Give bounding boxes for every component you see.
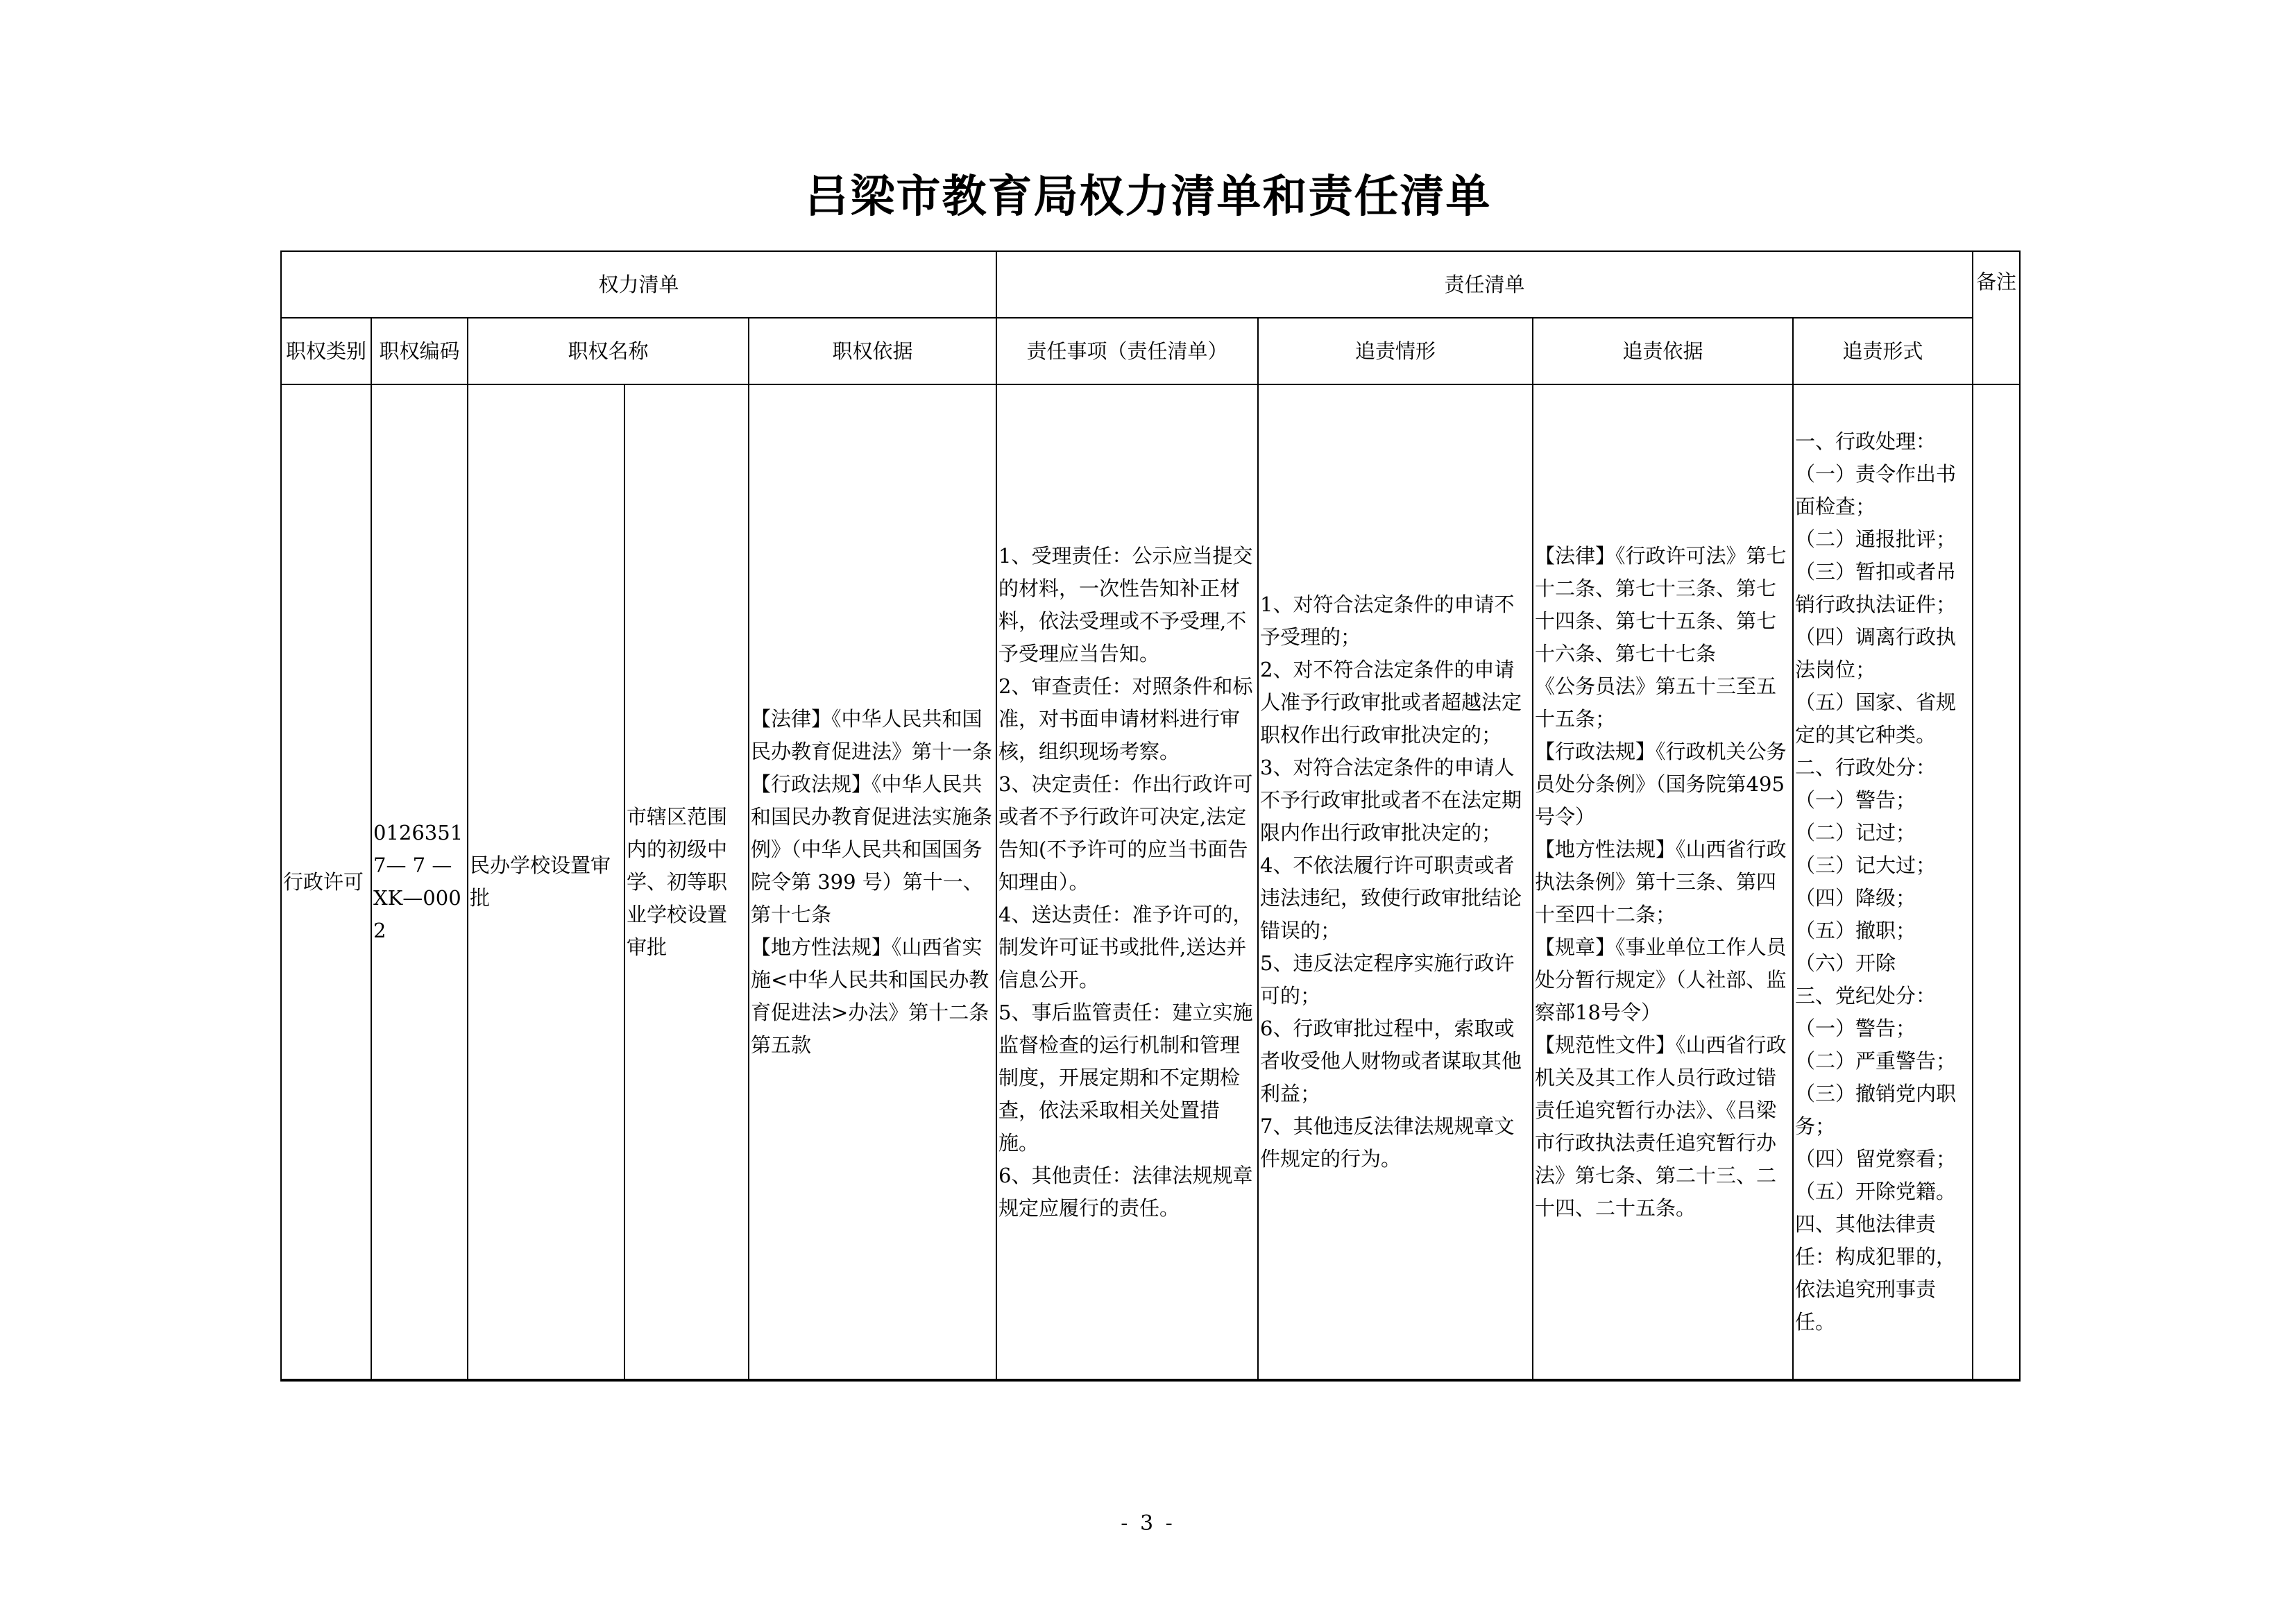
- power-responsibility-table: [280, 250, 2021, 1382]
- cell-code: 01263517— 7 —XK—0002: [371, 384, 468, 1380]
- page-number: - 3 -: [1121, 1511, 1175, 1536]
- cell-remark: [1973, 384, 2020, 1380]
- col-header-category: 职权类别: [281, 318, 371, 384]
- cell-basis: 【法律】《中华人民共和国民办教育促进法》第十一条 【行政法规】《中华人民共和国民办教育促进法实施条例》（中华人民共和国国务院令第 399 号）第十一、第十七条 【地方性法规】《山西省实施<中华人民共和国民办教育促进法>办法》第十二条第五款: [749, 384, 996, 1380]
- col-header-accountability-form: 追责形式: [1793, 318, 1973, 384]
- cell-duty: 1、受理责任：公示应当提交的材料，一次性告知补正材料，依法受理或不予受理,不予受理应当告知。 2、审查责任：对照条件和标准，对书面申请材料进行审核，组织现场考察。 3、决定责任：作出行政许可或者不予行政许可决定,法定告知(不予许可的应当书面告知理由）。 4、送达责任：准予许可的，制发许可证书或批件,送达并信息公开。 5、事后监管责任：建立实施监督检查的运行机制和管理制度，开展定期和不定期检查，依法采取相关处置措施。 6、其他责任：法律法规规章规定应履行的责任。: [996, 384, 1258, 1380]
- cell-accountability-case: 1、对符合法定条件的申请不予受理的； 2、对不符合法定条件的申请人准予行政审批或者超越法定职权作出行政审批决定的； 3、对符合法定条件的申请人不予行政审批或者不在法定期限内作出行政审批决定的； 4、不依法履行许可职责或者违法违纪，致使行政审批结论错误的； 5、违反法定程序实施行政许可的； 6、行政审批过程中，索取或者收受他人财物或者谋取其他利益； 7、其他违反法律法规规章文件规定的行为。: [1258, 384, 1533, 1380]
- cell-sub-name: 市辖区范围内的初级中学、初等职业学校设置审批: [624, 384, 749, 1380]
- responsibility-list-header: 责任清单: [996, 251, 1973, 318]
- col-header-code: 职权编码: [371, 318, 468, 384]
- cell-category: 行政许可: [281, 384, 371, 1380]
- col-header-duty: 责任事项（责任清单）: [996, 318, 1258, 384]
- col-header-accountability-case: 追责情形: [1258, 318, 1533, 384]
- cell-accountability-basis: 【法律】《行政许可法》第七十二条、第七十三条、第七十四条、第七十五条、第七十六条、第七十七条 《公务员法》第五十三至五十五条； 【行政法规】《行政机关公务员处分条例》（国务院第495号令） 【地方性法规】《山西省行政执法条例》第十三条、第四十至四十二条； 【规章】《事业单位工作人员处分暂行规定》（人社部、监察部18号令） 【规范性文件】《山西省行政机关及其工作人员行政过错责任追究暂行办法》、《吕梁市行政执法责任追究暂行办法》第七条、第二十三、二十四、二十五条。: [1533, 384, 1793, 1380]
- page-title: 吕梁市教育局权力清单和责任清单: [804, 171, 1492, 223]
- table-row: [281, 384, 2020, 1380]
- remark-header: [1973, 251, 2020, 384]
- col-header-accountability-basis: 追责依据: [1533, 318, 1793, 384]
- col-header-basis: 职权依据: [749, 318, 996, 384]
- cell-name: 民办学校设置审批: [468, 384, 624, 1380]
- cell-accountability-form: 一、行政处理： （一）责令作出书面检查； （二）通报批评； （三）暂扣或者吊销行政执法证件； （四）调离行政执法岗位； （五）国家、省规定的其它种类。 二、行政处分： （一）警告； （二）记过； （三）记大过； （四）降级； （五）撤职； （六）开除 三、党纪处分： （一）警告； （二）严重警告； （三）撤销党内职务； （四）留党察看； （五）开除党籍。 四、其他法律责任：构成犯罪的，依法追究刑事责任。: [1793, 384, 1973, 1380]
- remark-label: 备注: [1976, 269, 2017, 294]
- power-list-header: 权力清单: [281, 251, 996, 318]
- col-header-name: 职权名称: [468, 318, 749, 384]
